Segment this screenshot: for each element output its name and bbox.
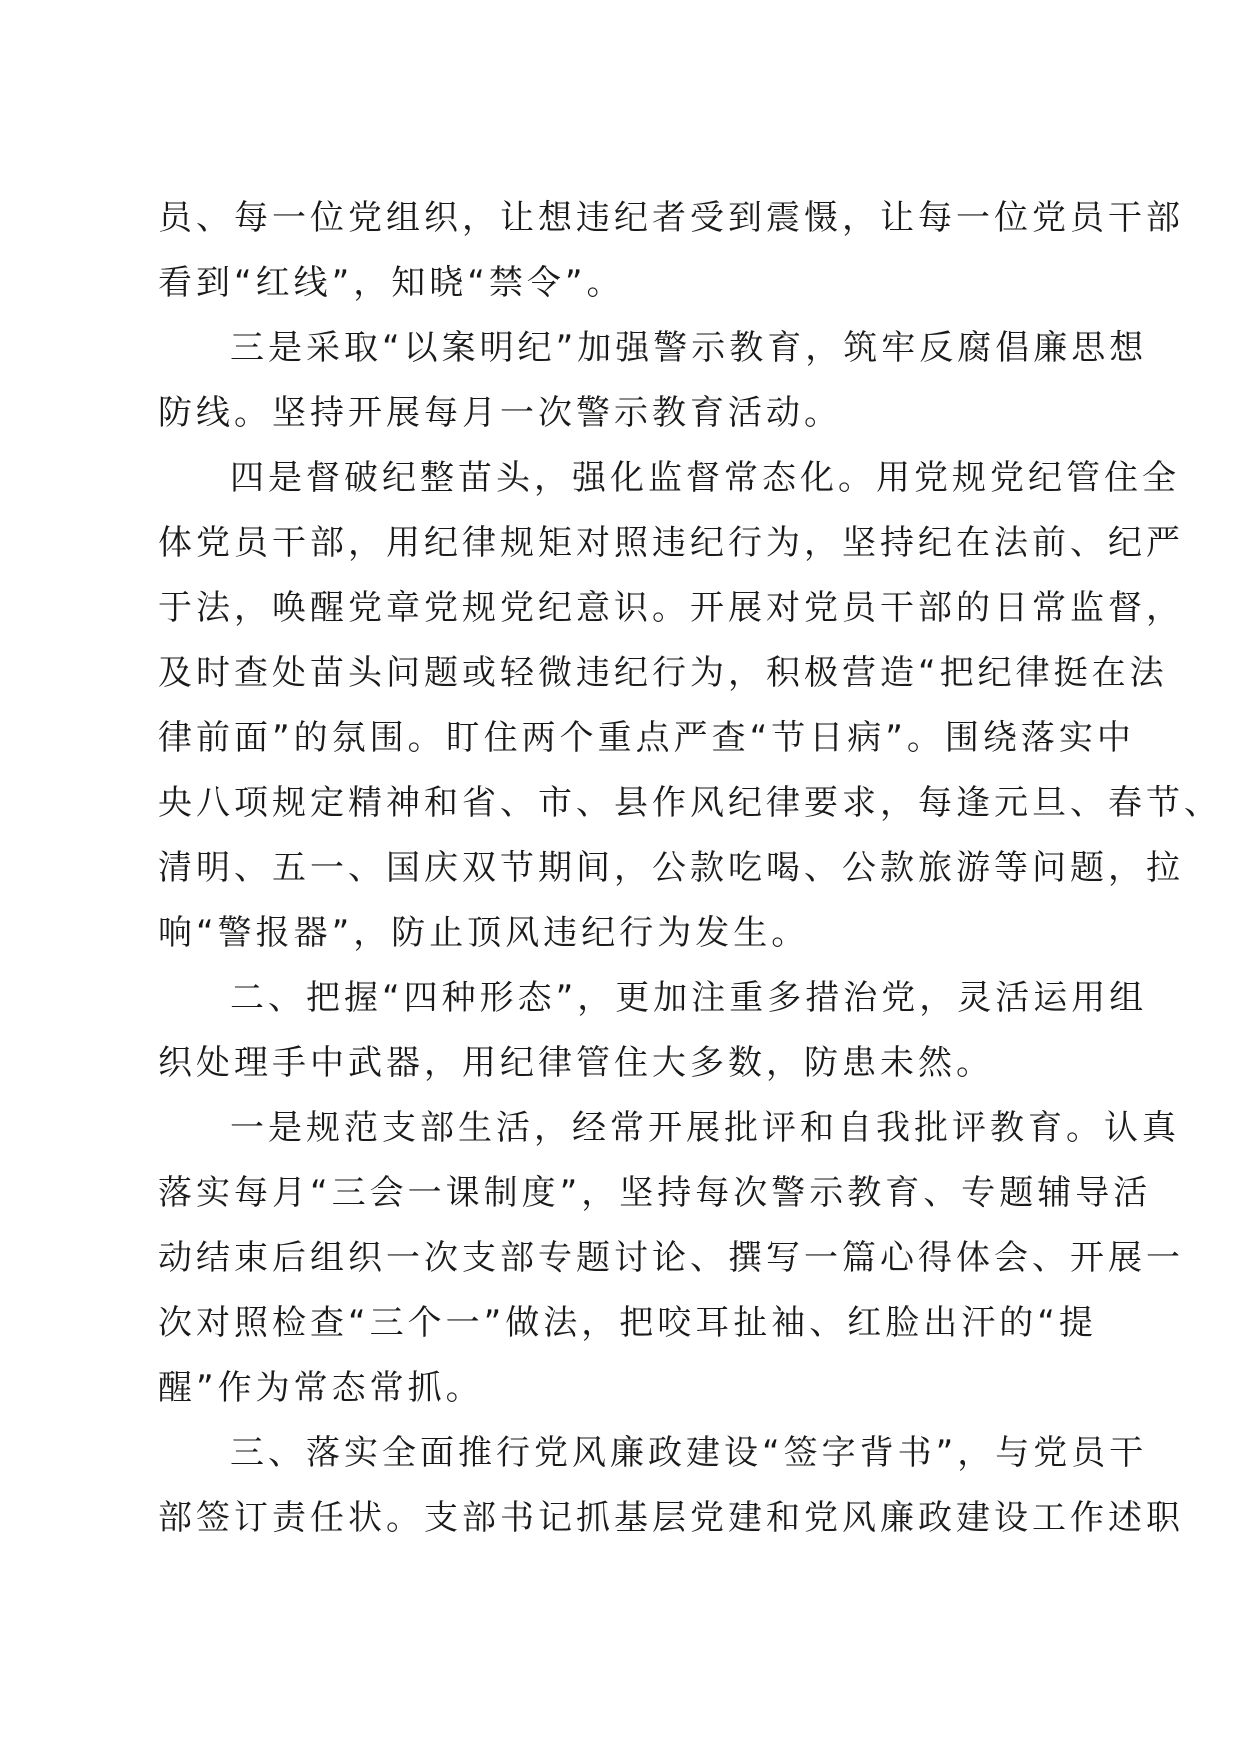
text-line: 响“警报器”，防止顶风违纪行为发生。 bbox=[158, 913, 810, 953]
text-line: 醒”作为常态常抓。 bbox=[158, 1368, 484, 1408]
text-line: 织处理手中武器，用纪律管住大多数，防患未然。 bbox=[158, 1043, 994, 1083]
paragraph-start-line: 三、落实全面推行党风廉政建设“签字背书”，与党员干 bbox=[230, 1433, 1148, 1473]
paragraph-start-line: 二、把握“四种形态”，更加注重多措治党，灵活运用组 bbox=[230, 978, 1148, 1018]
text-line: 央八项规定精神和省、市、县作风纪律要求，每逢元旦、春节、 bbox=[158, 783, 1222, 823]
paragraph-start-line: 一是规范支部生活，经常开展批评和自我批评教育。认真 bbox=[230, 1108, 1180, 1148]
paragraph-start-line: 四是督破纪整苗头，强化监督常态化。用党规党纪管住全 bbox=[230, 458, 1180, 498]
text-line: 动结束后组织一次支部专题讨论、撰写一篇心得体会、开展一 bbox=[158, 1238, 1184, 1278]
text-line: 员、每一位党组织，让想违纪者受到震慑，让每一位党员干部 bbox=[158, 198, 1184, 238]
text-line: 体党员干部，用纪律规矩对照违纪行为，坚持纪在法前、纪严 bbox=[158, 523, 1184, 563]
text-line: 看到“红线”，知晓“禁令”。 bbox=[158, 263, 625, 303]
text-line: 清明、五一、国庆双节期间，公款吃喝、公款旅游等问题，拉 bbox=[158, 848, 1184, 888]
body-text bbox=[158, 186, 1222, 1551]
text-line: 部签订责任状。支部书记抓基层党建和党风廉政建设工作述职 bbox=[158, 1498, 1184, 1538]
text-line: 于法，唤醒党章党规党纪意识。开展对党员干部的日常监督， bbox=[158, 588, 1184, 628]
text-line: 律前面”的氛围。盯住两个重点严查“节日病”。围绕落实中 bbox=[158, 718, 1135, 758]
text-line: 落实每月“三会一课制度”，坚持每次警示教育、专题辅导活 bbox=[158, 1173, 1152, 1213]
text-line: 次对照检查“三个一”做法，把咬耳扯袖、红脸出汗的“提 bbox=[158, 1303, 1097, 1343]
text-line: 防线。坚持开展每月一次警示教育活动。 bbox=[158, 393, 842, 433]
paragraph-start-line: 三是采取“以案明纪”加强警示教育，筑牢反腐倡廉思想 bbox=[230, 328, 1148, 368]
text-line: 及时查处苗头问题或轻微违纪行为，积极营造“把纪律挺在法 bbox=[158, 653, 1168, 693]
